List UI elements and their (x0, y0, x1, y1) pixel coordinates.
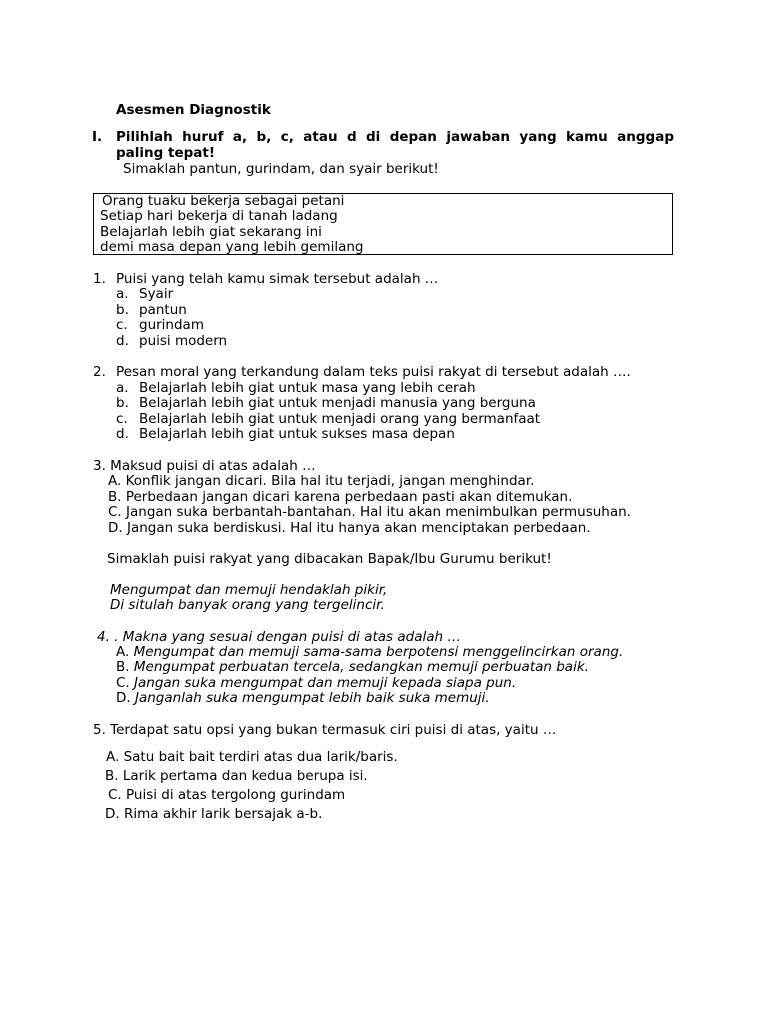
poem-line: Orang tuaku bekerja sebagai petani (102, 193, 345, 209)
poem-line: Setiap hari bekerja di tanah ladang (100, 208, 338, 224)
question-number: 2. (93, 364, 106, 380)
option-text: gurindam (139, 317, 204, 333)
gurindam-line: Di situlah banyak orang yang tergelincir. (110, 597, 385, 613)
option-d (116, 427, 455, 443)
option-label: b. (116, 395, 129, 411)
option-c: C. Jangan suka berbantah-bantahan. Hal itu akan menimbulkan permusuhan. (108, 504, 631, 520)
poem-box (93, 193, 673, 255)
question-text: 4. . Makna yang sesuai dengan puisi di atas adalah … (97, 629, 461, 645)
option-text: puisi modern (139, 333, 228, 349)
option-text: pantun (139, 302, 187, 318)
document-title: Asesmen Diagnostik (116, 102, 271, 118)
option-b: B. Larik pertama dan kedua berupa isi. (105, 768, 368, 784)
option-d: D. Rima akhir larik bersajak a-b. (105, 806, 323, 822)
option-label: d. (116, 426, 129, 442)
poem-line: demi masa depan yang lebih gemilang (100, 239, 364, 255)
option-text: Belajarlah lebih giat untuk sukses masa depan (139, 426, 455, 442)
option-text: Belajarlah lebih giat untuk menjadi manusia yang berguna (139, 395, 536, 411)
option-d (116, 334, 227, 350)
question-text: 3. Maksud puisi di atas adalah … (93, 458, 316, 474)
option-a: A. Satu bait bait terdiri atas dua larik/baris. (106, 749, 398, 765)
poem-line: Belajarlah lebih giat sekarang ini (100, 224, 322, 240)
option-label: D. (116, 690, 131, 706)
option-b: B. Perbedaan jangan dicari karena perbedaan pasti akan ditemukan. (108, 489, 573, 505)
option-c (116, 318, 204, 334)
intro-text: Simaklah pantun, gurindam, dan syair berikut! (123, 161, 439, 177)
section-number: I. (92, 129, 103, 145)
option-text: Mengumpat dan memuji sama-sama berpotensi menggelincirkan orang. (133, 644, 624, 660)
option-text: Belajarlah lebih giat untuk masa yang lebih cerah (139, 380, 476, 396)
gurindam-line: Mengumpat dan memuji hendaklah pikir, (110, 582, 388, 598)
instruction-line-1: Pilihlah huruf a, b, c, atau d di depan jawaban yang kamu anggap (116, 129, 674, 145)
option-c: C. Puisi di atas tergolong gurindam (108, 787, 346, 803)
option-d (116, 691, 490, 707)
option-label: B. (116, 659, 130, 675)
option-label: c. (116, 411, 128, 427)
option-text: Belajarlah lebih giat untuk menjadi orang yang bermanfaat (139, 411, 541, 427)
question-text: 5. Terdapat satu opsi yang bukan termasuk ciri puisi di atas, yaitu … (93, 722, 557, 738)
option-text: Syair (139, 286, 174, 302)
option-text: Jangan suka mengumpat dan memuji kepada siapa pun. (134, 675, 517, 691)
option-label: b. (116, 302, 129, 318)
listen-intro: Simaklah puisi rakyat yang dibacakan Bapak/Ibu Gurumu berikut! (107, 551, 552, 567)
option-label: a. (116, 286, 129, 302)
option-b (116, 396, 536, 412)
instruction-line-2: paling tepat! (116, 145, 215, 161)
option-b (116, 660, 589, 676)
question-text: Puisi yang telah kamu simak tersebut adalah … (116, 271, 439, 287)
option-label: C. (116, 675, 130, 691)
option-label: d. (116, 333, 129, 349)
question-number: 1. (93, 271, 106, 287)
option-a (116, 287, 173, 303)
option-d: D. Jangan suka berdiskusi. Hal itu hanya akan menciptakan perbedaan. (108, 520, 591, 536)
question-text: Pesan moral yang terkandung dalam teks puisi rakyat di tersebut adalah …. (116, 364, 631, 380)
option-text: Mengumpat perbuatan tercela, sedangkan memuji perbuatan baik. (133, 659, 589, 675)
option-text: Janganlah suka mengumpat lebih baik suka memuji. (134, 690, 490, 706)
option-label: a. (116, 380, 129, 396)
option-a: A. Konflik jangan dicari. Bila hal itu terjadi, jangan menghindar. (108, 473, 535, 489)
option-label: c. (116, 317, 128, 333)
option-label: A. (116, 644, 130, 660)
